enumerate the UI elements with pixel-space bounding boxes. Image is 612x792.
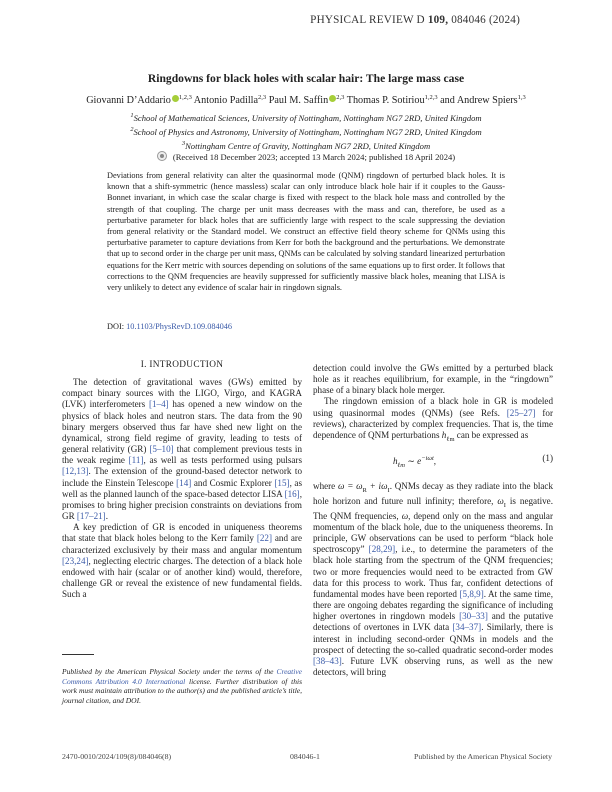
- text-run: , promises to bring higher precision constraints on deviations from GR: [62, 488, 302, 522]
- author-affiliation-marker: 1,3: [517, 94, 526, 101]
- left-column: [62, 360, 302, 600]
- author-affiliation-marker: 2,3: [258, 94, 267, 101]
- license-footnote: [62, 667, 302, 706]
- eq-h: h: [393, 455, 398, 466]
- math-subscript: R: [362, 486, 367, 494]
- author-affiliation-marker: 1,2,3: [178, 94, 192, 101]
- affiliation: [0, 110, 612, 124]
- text-run: . At the same time, there are ongoing debates regarding the significance of including higher overtones in ringdown models: [313, 588, 553, 622]
- math-symbol: h: [441, 429, 447, 440]
- math-subscript: I: [503, 501, 506, 509]
- footer-page-number: 084046-1: [290, 752, 320, 761]
- text-run: and Cosmic Explorer: [191, 477, 275, 488]
- journal-name: PHYSICAL REVIEW D: [310, 14, 425, 26]
- author-affiliation-marker: 1,2,3: [424, 94, 438, 101]
- citation-link[interactable]: [28,29]: [368, 544, 396, 555]
- text-run: .: [105, 511, 108, 522]
- affiliation: [0, 138, 612, 152]
- affiliation-marker: 3: [181, 140, 186, 147]
- text-run: , as well as tests performed using pulsars: [143, 455, 302, 466]
- text-run: . Similarly, there is interest in including second-order QNMs in models and the prospect of detecting the so-called quadratic second-order modes: [313, 622, 553, 655]
- eq-comma: ,: [433, 455, 437, 466]
- doi-line: [107, 322, 232, 331]
- text-run: that complement previous tests in the weak regime: [62, 444, 302, 466]
- journal-volume: 109,: [427, 14, 449, 26]
- citation-link[interactable]: [30–33]: [459, 611, 488, 622]
- math-symbol: ω: [401, 510, 409, 521]
- doi-label: DOI:: [107, 322, 125, 331]
- text-run: has opened a new window on the physics of black holes and neutron stars. The data from the 90 binary mergers observed thus far have shed new light on the dynamical, strong field regime of gravity, leading to tests of general relativity (GR): [62, 399, 302, 455]
- author-name: Thomas P. Sotiriou: [346, 95, 425, 106]
- affiliation: [0, 124, 612, 138]
- footer-issn: 2470-0010/2024/109(8)/084046(8): [62, 752, 172, 761]
- math-symbol: ω: [497, 495, 504, 506]
- text-run: and the putative detections of overtones in LVK data: [313, 611, 554, 633]
- eq-e: e: [417, 455, 422, 466]
- affiliation-marker: 2: [130, 126, 134, 133]
- affiliation-marker: 1: [130, 112, 134, 119]
- citation-link[interactable]: [12,13]: [62, 466, 89, 477]
- citation-link[interactable]: [5,8,9]: [459, 588, 484, 599]
- received-dates: [0, 151, 612, 162]
- eq-sim: ∼: [404, 455, 418, 466]
- page-footer: [0, 752, 612, 764]
- text-run: is negative. The QNM frequencies,: [313, 495, 553, 521]
- paper-title: Ringdowns for black holes with scalar hair: The large mass case: [147, 72, 465, 85]
- eq-subscript: ℓm: [397, 461, 405, 469]
- citation-link[interactable]: [16]: [284, 488, 300, 499]
- right-paragraph-1: [313, 363, 553, 396]
- citation-link[interactable]: [22]: [256, 533, 273, 544]
- text-run: . Future LVK observing runs, as well as the new detectors, will bring: [313, 655, 553, 677]
- right-paragraph-3: [313, 481, 553, 678]
- author-name: Antonio Padilla: [193, 95, 259, 106]
- footnote-divider: [62, 654, 94, 655]
- affiliation-text: School of Mathematical Sciences, University of Nottingham, Nottingham NG7 2RD, United Kingdom: [133, 113, 482, 123]
- text-run: , i.e., to determine the parameters of the black hole starting from the spectrum of the QNM frequencies; two or more frequencies would need to be extracted from GW data for this process to work. Thus far, confident detections of fundamental modes have been reported: [313, 544, 553, 599]
- text-run: , neglecting electric charges. The detection of a black hole endowed with hair (scalar or of another kind) would, therefore, challenge GR or reveal the existence of new fundamental fields. Such a: [62, 555, 302, 600]
- text-run: , depend only on the mass and angular momentum of the black hole, due to the uniqueness theorems. In principle, GW observations can be used to perform “black hole spectroscopy”: [313, 510, 553, 555]
- text-run: . QNMs decay as they radiate into the black hole horizon and future null infinity; therefore,: [313, 480, 554, 506]
- author-name: Paul M. Saffin: [268, 95, 329, 106]
- citation-link[interactable]: [34–37]: [452, 622, 482, 633]
- affiliation-text: School of Physics and Astronomy, University of Nottingham, Nottingham NG7 2RD, United Kingdom: [133, 127, 482, 137]
- equation-math: [313, 453, 436, 471]
- right-column: [313, 363, 553, 678]
- author-name: Andrew Spiers: [456, 95, 518, 106]
- author-list: [0, 94, 612, 106]
- citation-link[interactable]: [17–21]: [76, 511, 106, 522]
- text-run: The detection of gravitational waves (GWs) emitted by compact binary sources with the LIGO, Virgo, and KAGRA (LVK) interferometers: [62, 377, 302, 410]
- orcid-icon[interactable]: [172, 95, 179, 102]
- math-symbol: ω = ω: [338, 480, 363, 491]
- equation-number: (1): [542, 452, 553, 463]
- text-run: and are characterized exclusively by their mass and angular momentum: [62, 533, 302, 555]
- intro-paragraph-1: [62, 377, 302, 522]
- check-for-updates-icon[interactable]: [157, 151, 167, 161]
- citation-link[interactable]: [15]: [274, 477, 290, 488]
- citation-link[interactable]: [1–4]: [148, 399, 169, 410]
- math-symbol: + iω: [366, 480, 388, 491]
- authors-and: and: [437, 95, 457, 106]
- math-subscript: I: [387, 486, 390, 494]
- text-run: A key prediction of GR is encoded in uniqueness theorems that state that black holes belong to the Kerr family: [62, 522, 302, 544]
- author-affiliation-marker: 2,3: [336, 94, 345, 101]
- affiliation-text: Nottingham Centre of Gravity, Nottingham NG7 2RD, United Kingdom: [185, 141, 431, 151]
- abstract: Deviations from general relativity can alter the quasinormal mode (QNM) ringdown of perturbed black holes. It is known that a shift-symmetric (hence massless) scalar can only introduce black hole hair if it couples to the Gauss-Bonnet invariant, in which case the scalar charge is fixed with respect to the black hole mass and controlled by the strength of that coupling. The charge per unit mass decreases with the mass and can, therefore, be used as a perturbative parameter for black holes that are sufficiently large with respect to the scale suppressing the deviation from general relativity or the Standard model. We construct an effective field theory scheme for QNMs using this perturbative parameter to capture deviations from Kerr for both the background and the perturbations. We demonstrate that up to second order in the charge per unit mass, QNMs can be calculated by solving standard linearized perturbation equations for the Kerr metric with sources depending on solutions of the same equations up to first order. It follows that corrections to the QNM frequencies are heavily suppressed for sufficiently massive black holes, meaning that LISA is very unlikely to detect any evidence of scalar hair in ringdown signals.: [107, 171, 505, 293]
- license-link[interactable]: Creative Commons Attribution 4.0 International: [62, 667, 302, 686]
- affiliation-list: [0, 110, 612, 152]
- text-run: The ringdown emission of a black hole in GR is modeled using quasinormal modes (QNMs) (see Refs.: [313, 396, 553, 418]
- text-run: for reviews), characterized by complex frequencies. That is, the time dependence of QNM perturbations: [313, 407, 553, 440]
- citation-link[interactable]: [23,24]: [62, 555, 89, 566]
- doi-link[interactable]: 10.1103/PhysRevD.109.084046: [126, 322, 233, 331]
- text-run: where: [313, 480, 338, 491]
- citation-link[interactable]: [5–10]: [149, 444, 174, 455]
- citation-link[interactable]: [14]: [176, 477, 192, 488]
- citation-link[interactable]: [25–27]: [506, 407, 536, 418]
- author-name: Giovanni D’Addario: [86, 95, 171, 106]
- footnote-text-2: license. Further distribution of this work must maintain attribution to the author(s) and the published article’s title, journal citation, and DOI.: [62, 676, 302, 706]
- citation-link[interactable]: [11]: [128, 455, 144, 466]
- math-subscript: ℓm: [446, 435, 455, 443]
- footnote-text-1: Published by the American Physical Society under the terms of the: [62, 667, 277, 676]
- right-paragraph-2: [313, 396, 553, 444]
- equation-1: [313, 445, 553, 481]
- citation-link[interactable]: [38–43]: [313, 655, 342, 666]
- article-number: 084046 (2024): [451, 14, 520, 26]
- text-run: , as well as the planned launch of the space-based detector LISA: [62, 477, 303, 499]
- intro-paragraph-2: [62, 522, 302, 600]
- section-heading: I. INTRODUCTION: [140, 360, 224, 370]
- eq-exponent: −iωt: [421, 454, 434, 462]
- text-run: detection could involve the GWs emitted by a perturbed black hole as it reaches equilibrium, for example, in the “ringdown” phase of a binary black hole merger.: [313, 363, 553, 396]
- text-run: can be expressed as: [454, 429, 529, 440]
- text-run: . The extension of the ground-based detector network to include the Einstein Telescope: [62, 466, 302, 488]
- journal-header: [0, 14, 612, 26]
- footer-publisher: Published by the American Physical Society: [414, 752, 552, 761]
- received-text: (Received 18 December 2023; accepted 13 March 2024; published 18 April 2024): [172, 152, 456, 162]
